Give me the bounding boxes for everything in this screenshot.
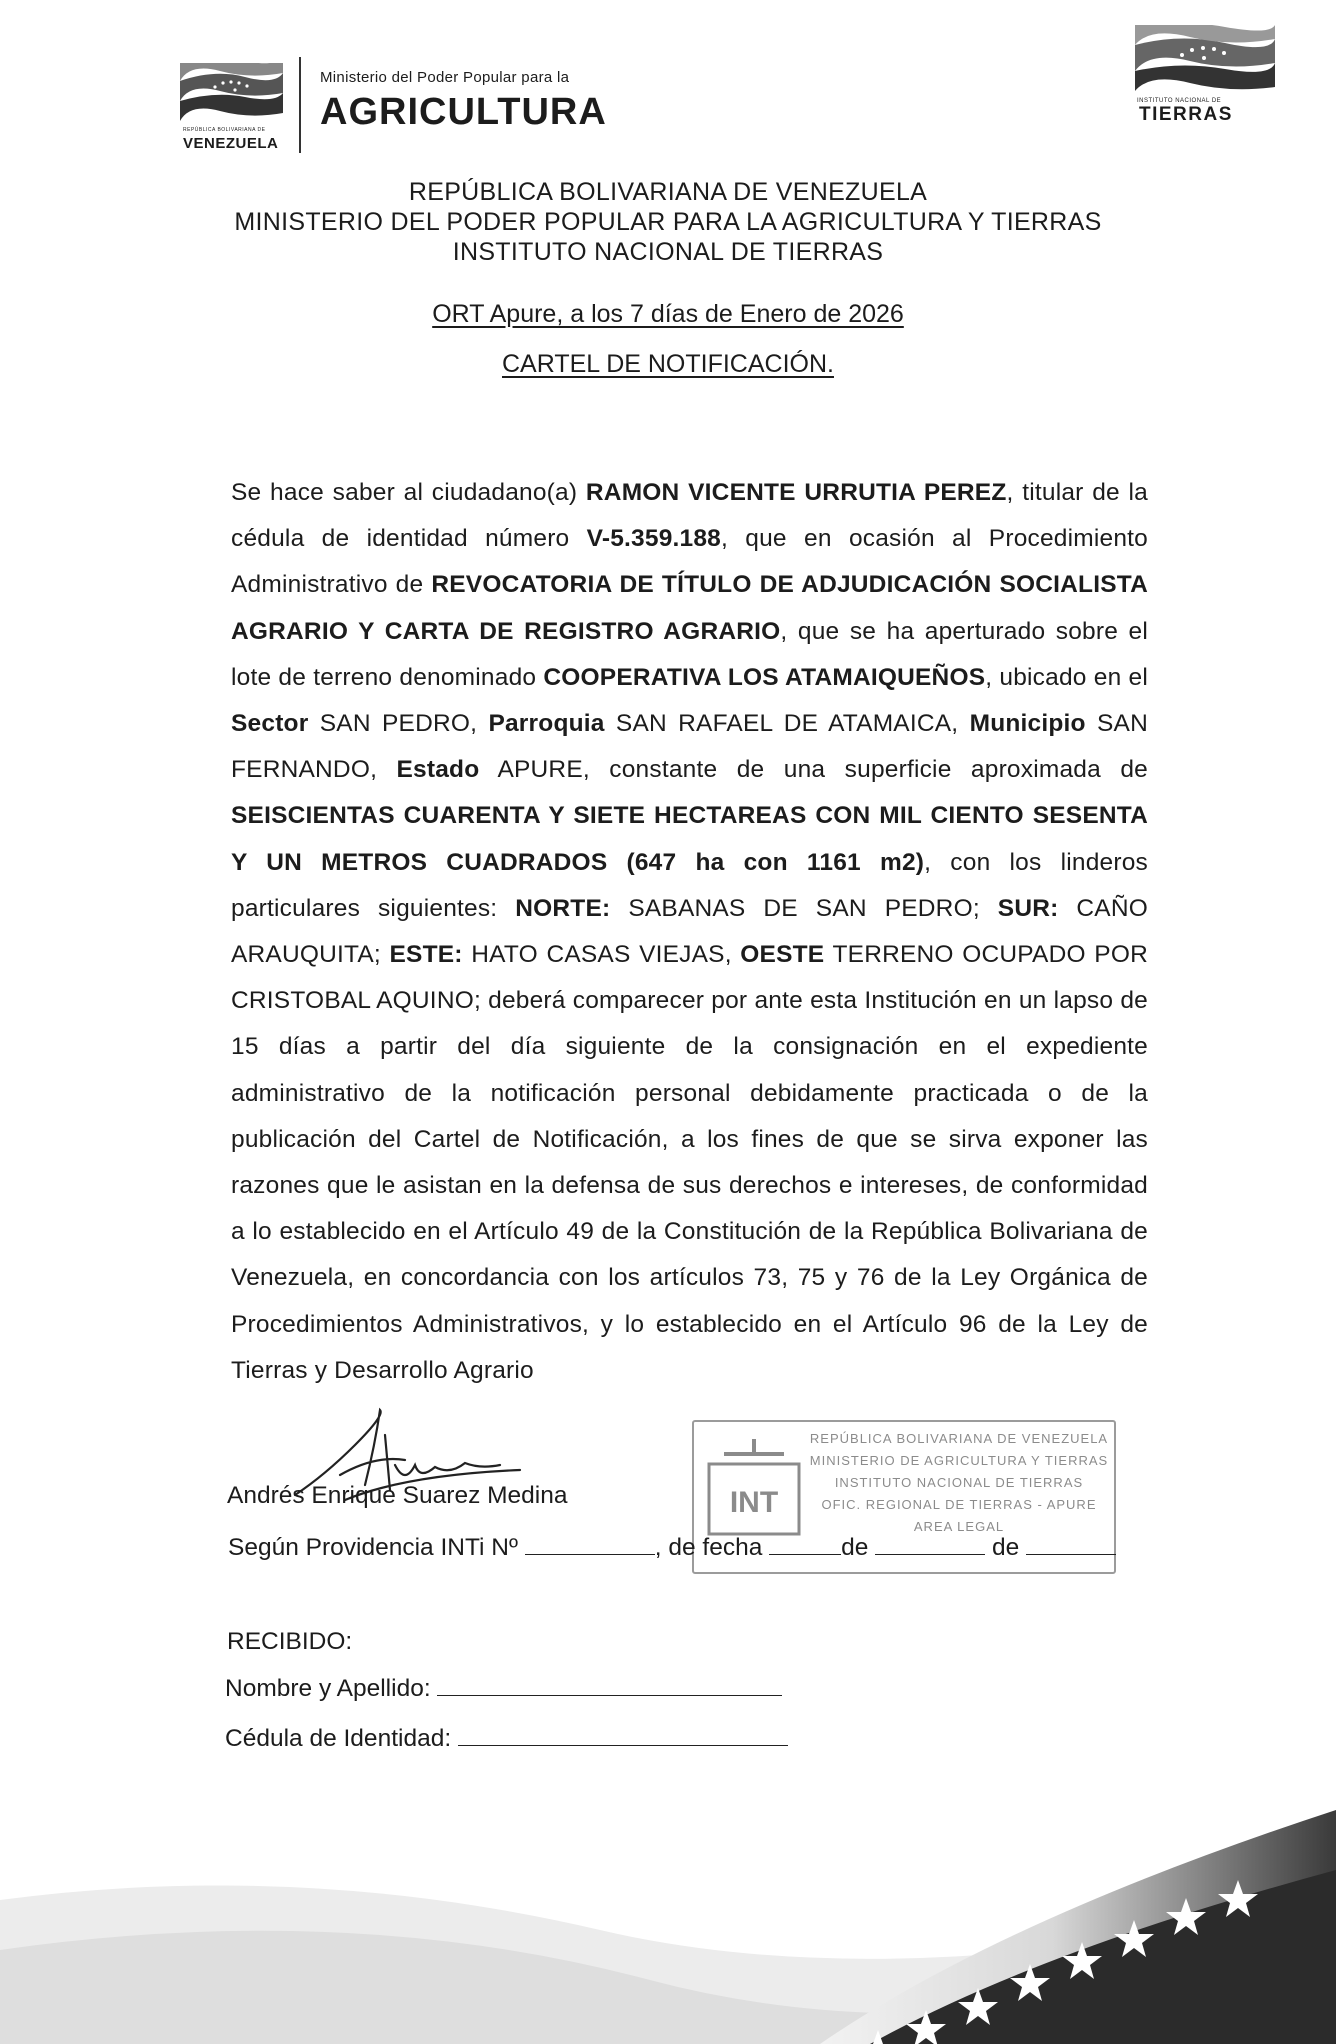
providencia-line bbox=[228, 1534, 1116, 1562]
title-ministerio: MINISTERIO DEL PODER POPULAR PARA LA AGRICULTURA Y TIERRAS bbox=[234, 208, 1102, 236]
sector-label: Sector bbox=[231, 710, 309, 738]
cedula-field bbox=[225, 1725, 788, 1753]
venezuela-label: VENEZUELA bbox=[183, 135, 279, 152]
oeste-label: OESTE bbox=[740, 941, 825, 969]
cedula-blank bbox=[458, 1725, 788, 1746]
notification-body bbox=[231, 470, 1148, 1394]
svg-text:INT: INT bbox=[729, 1486, 779, 1519]
parroquia-label: Parroquia bbox=[488, 710, 605, 738]
nombre-label: Nombre y Apellido: bbox=[225, 1675, 431, 1702]
agricultura-logo bbox=[175, 55, 635, 160]
ministerio-label: Ministerio del Poder Popular para la bbox=[320, 69, 570, 86]
venezuela-flag-icon bbox=[175, 63, 287, 123]
oeste-value: TERRENO OCUPADO POR CRISTOBAL AQUINO; deberá comparecer por ante esta Institución en un lapso de 15 días a partir del día siguiente de la consignación en el expediente administrativo de la notificación personal debidamente practicada o de la publicación del Cartel de Notificación, a los fines de que se sirva exponer las razones que le asistan en la defensa de sus derechos e intereses, de conformidad a lo establecido en el Artículo 49 de la Constitución de la República Bolivariana de Venezuela, en concordancia con los artículos 73, 75 y 76 de la Ley Orgánica de Procedimientos Administrativos, y lo establecido en el Artículo 96 de la Ley de Tierras y Desarrollo Agrario bbox=[231, 941, 1148, 1384]
stamp-line: AREA LEGAL bbox=[913, 1519, 1005, 1534]
body-text: , titular de la cédula de identidad número bbox=[231, 479, 1149, 553]
document-title-text: CARTEL DE NOTIFICACIÓN. bbox=[502, 350, 834, 378]
agricultura-label: AGRICULTURA bbox=[320, 91, 607, 133]
inti-emblem-icon bbox=[704, 1434, 804, 1544]
signer-name: Andrés Enrique Suarez Medina bbox=[227, 1482, 568, 1509]
stamp-line: MINISTERIO DE AGRICULTURA Y TIERRAS bbox=[809, 1453, 1109, 1468]
municipio-label: Municipio bbox=[969, 710, 1086, 738]
nombre-field bbox=[225, 1675, 782, 1703]
cedula-label: Cédula de Identidad: bbox=[225, 1725, 452, 1752]
logo-divider bbox=[299, 57, 301, 153]
de-label: de bbox=[841, 1534, 869, 1561]
body-text: Se hace saber al ciudadano(a) bbox=[231, 479, 586, 506]
sur-value: CAÑO ARAUQUITA; bbox=[231, 894, 1148, 969]
parroquia-value: SAN RAFAEL DE ATAMAICA, bbox=[604, 710, 970, 738]
place-date-text: ORT Apure, a los 7 días de Enero de 2026 bbox=[432, 300, 904, 328]
este-value: HATO CASAS VIEJAS, bbox=[462, 941, 741, 969]
norte-value: SABANAS DE SAN PEDRO; bbox=[610, 894, 998, 922]
nombre-blank bbox=[437, 1675, 782, 1696]
estado-label: Estado bbox=[396, 756, 480, 784]
estado-value: APURE, constante de una superficie aproximada de bbox=[479, 756, 1148, 784]
citizen-name: RAMON VICENTE URRUTIA PEREZ bbox=[585, 479, 1007, 506]
procedure-name: REVOCATORIA DE TÍTULO DE ADJUDICACIÓN SOCIALISTA AGRARIO Y CARTA DE REGISTRO AGRARIO bbox=[231, 571, 1148, 645]
day-blank bbox=[769, 1534, 841, 1555]
document-title bbox=[0, 350, 1336, 379]
este-label: ESTE: bbox=[389, 941, 463, 969]
year-blank bbox=[1026, 1534, 1116, 1555]
venezuela-flag-icon bbox=[1130, 25, 1280, 91]
sur-label: SUR: bbox=[997, 894, 1059, 922]
body-text: , que en ocasión al Procedimiento Administrativo de bbox=[231, 525, 1149, 599]
body-text: , ubicado en el bbox=[985, 663, 1148, 691]
republica-small-label: REPÚBLICA BOLIVARIANA DE bbox=[183, 127, 266, 133]
footer-flag-stars-icon bbox=[0, 1780, 1336, 2044]
stamp-text bbox=[809, 1428, 1109, 1538]
stamp-line: REPÚBLICA BOLIVARIANA DE VENEZUELA bbox=[809, 1431, 1109, 1446]
lot-name: COOPERATIVA LOS ATAMAIQUEÑOS bbox=[543, 663, 986, 691]
title-republica: REPÚBLICA BOLIVARIANA DE VENEZUELA bbox=[408, 178, 928, 206]
stamp-line: INSTITUTO NACIONAL DE TIERRAS bbox=[834, 1475, 1084, 1490]
municipio-value: SAN FERNANDO, bbox=[231, 710, 1148, 784]
tierras-label: TIERRAS bbox=[1139, 104, 1233, 125]
norte-label: NORTE: bbox=[515, 894, 611, 922]
body-text: , con los linderos particulares siguientes: bbox=[231, 848, 1148, 922]
place-date bbox=[0, 300, 1336, 329]
recibido-label: RECIBIDO: bbox=[227, 1628, 353, 1655]
stamp-line: OFIC. REGIONAL DE TIERRAS - APURE bbox=[821, 1497, 1097, 1512]
de-fecha-label: , de fecha bbox=[654, 1534, 763, 1561]
body-text: , que se ha aperturado sobre el lote de terreno denominado bbox=[231, 617, 1149, 691]
month-blank bbox=[875, 1534, 985, 1555]
providencia-number-blank bbox=[525, 1534, 655, 1555]
area-description: SEISCIENTAS CUARENTA Y SIETE HECTAREAS CON MIL CIENTO SESENTA Y UN METROS CUADRADOS (647 ha con 1161 m2) bbox=[231, 802, 1148, 876]
providencia-label: Según Providencia INTi Nº bbox=[228, 1534, 518, 1561]
de-label: de bbox=[992, 1534, 1020, 1561]
title-instituto: INSTITUTO NACIONAL DE TIERRAS bbox=[452, 238, 884, 266]
cedula-number: V-5.359.188 bbox=[586, 525, 721, 553]
sector-value: SAN PEDRO, bbox=[308, 710, 489, 738]
tierras-logo bbox=[1125, 20, 1285, 130]
instituto-small-label: INSTITUTO NACIONAL DE bbox=[1137, 98, 1222, 104]
